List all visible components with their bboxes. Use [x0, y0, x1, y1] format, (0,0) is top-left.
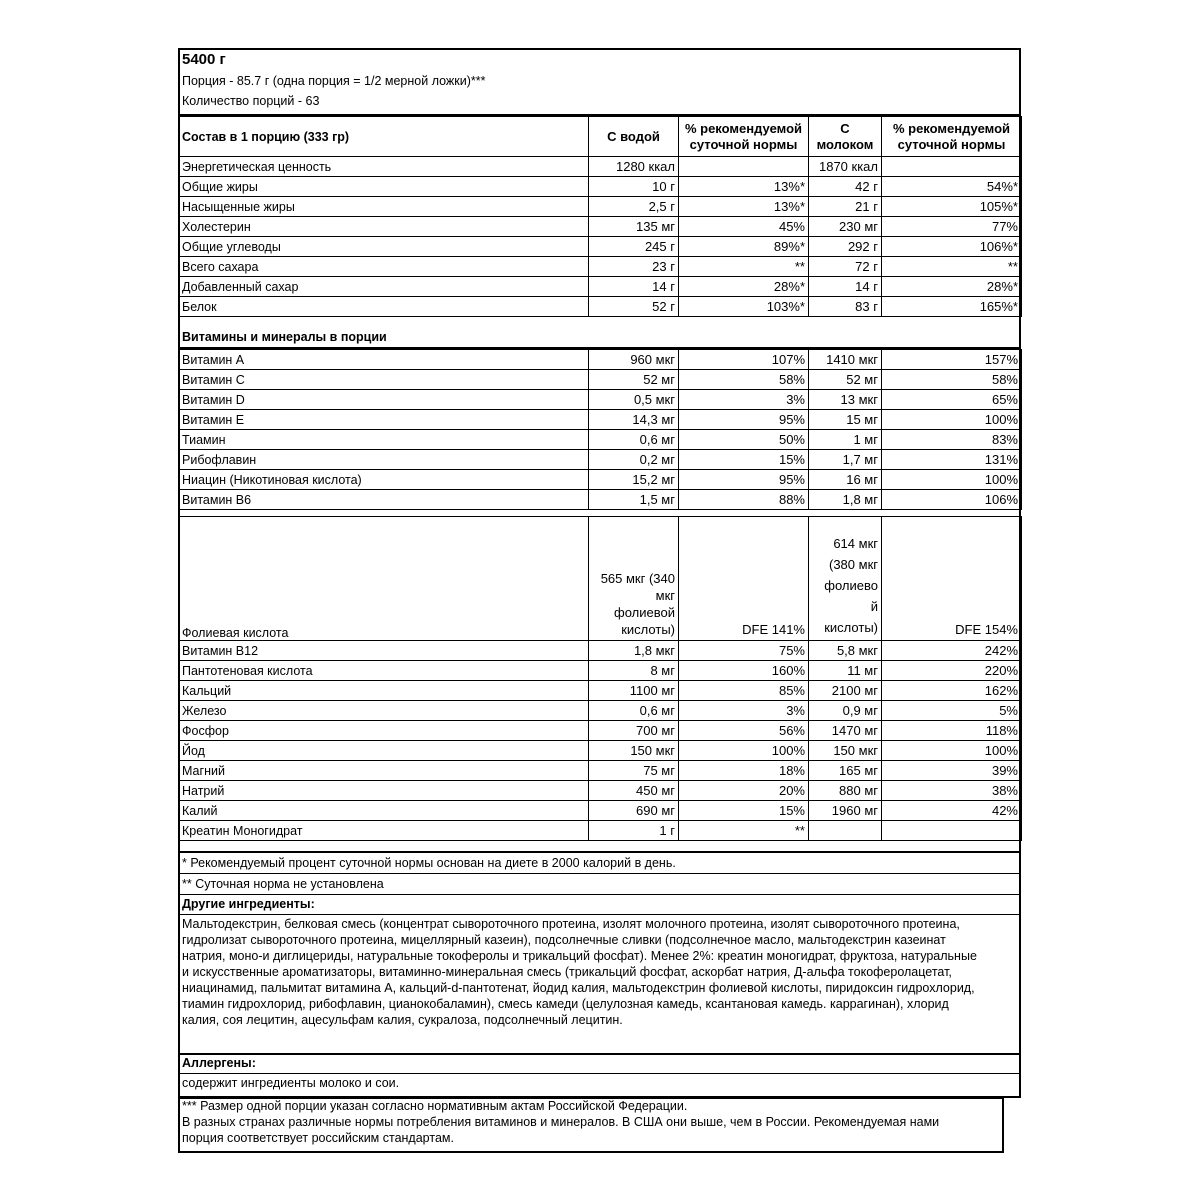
cell-water: 0,2 мг: [589, 450, 679, 470]
table-row: [179, 430, 1022, 450]
cell-dv-water: 15%: [679, 450, 809, 470]
cell-milk: [809, 821, 882, 841]
cell-milk: 2100 мг: [809, 681, 882, 701]
cell-name: Фосфор: [179, 721, 589, 741]
cell-name: Тиамин: [179, 430, 589, 450]
cell-dv-water: [679, 157, 809, 177]
cell-dv-milk: 165%*: [882, 297, 1022, 317]
cell-water: 450 мг: [589, 781, 679, 801]
cell-dv-water: 103%*: [679, 297, 809, 317]
cell-water: 245 г: [589, 237, 679, 257]
cell-water: 700 мг: [589, 721, 679, 741]
cell-water: 1 г: [589, 821, 679, 841]
table-row: [179, 517, 1022, 641]
ingredients-title-divider: [178, 914, 1021, 915]
cell-dv-milk: 28%*: [882, 277, 1022, 297]
cell-milk: 83 г: [809, 297, 882, 317]
cell-milk: 16 мг: [809, 470, 882, 490]
cell-name: Белок: [179, 297, 589, 317]
cell-name: Йод: [179, 741, 589, 761]
cell-dv-water: 100%: [679, 741, 809, 761]
cell-water: 14,3 мг: [589, 410, 679, 430]
cell-dv-water: 20%: [679, 781, 809, 801]
cell-dv-water: 15%: [679, 801, 809, 821]
cell-dv-milk: 54%*: [882, 177, 1022, 197]
cell-dv-milk: 157%: [882, 350, 1022, 370]
cell-dv-milk: 100%: [882, 470, 1022, 490]
cell-name: Общие углеводы: [179, 237, 589, 257]
cell-water: 1100 мг: [589, 681, 679, 701]
allergens-title-divider: [178, 1073, 1021, 1074]
footnote-divider: [178, 851, 1021, 853]
cell-name: Витамин D: [179, 390, 589, 410]
cell-dv-water: **: [679, 821, 809, 841]
cell-water: 75 мг: [589, 761, 679, 781]
nutrition-label: [178, 48, 1021, 1153]
ingredients-title: Другие ингредиенты:: [182, 897, 315, 911]
cell-water: 0,6 мг: [589, 430, 679, 450]
cell-water: 23 г: [589, 257, 679, 277]
cell-milk: 0,9 мг: [809, 701, 882, 721]
cell-milk: 21 г: [809, 197, 882, 217]
table-row: [179, 781, 1022, 801]
vitamins-table-b: [178, 640, 1022, 841]
cell-dv-milk: 39%: [882, 761, 1022, 781]
cell-name: Витамин С: [179, 370, 589, 390]
cell-milk: 292 г: [809, 237, 882, 257]
cell-dv-water: 13%*: [679, 197, 809, 217]
cell-water: 8 мг: [589, 661, 679, 681]
cell-water: 10 г: [589, 177, 679, 197]
column-header-table: [178, 116, 1022, 157]
table-row: [179, 701, 1022, 721]
col-dv-water-header: % рекомендуемой суточной нормы: [679, 117, 809, 157]
folic-dv-water: DFE 141%: [679, 517, 809, 641]
vitamins-table-a: [178, 349, 1022, 510]
cell-name: Витамин В6: [179, 490, 589, 510]
cell-dv-milk: 242%: [882, 641, 1022, 661]
table-row: [179, 350, 1022, 370]
cell-dv-milk: 77%: [882, 217, 1022, 237]
table-row: [179, 410, 1022, 430]
cell-dv-milk: 106%: [882, 490, 1022, 510]
table-row: [179, 761, 1022, 781]
table-row: [179, 237, 1022, 257]
table-row: [179, 681, 1022, 701]
cell-water: 15,2 мг: [589, 470, 679, 490]
cell-dv-water: 18%: [679, 761, 809, 781]
table-row: [179, 470, 1022, 490]
cell-dv-milk: 220%: [882, 661, 1022, 681]
cell-milk: 11 мг: [809, 661, 882, 681]
table-row: [179, 370, 1022, 390]
cell-milk: 14 г: [809, 277, 882, 297]
cell-dv-milk: 42%: [882, 801, 1022, 821]
cell-water: 52 мг: [589, 370, 679, 390]
cell-dv-water: 95%: [679, 410, 809, 430]
cell-dv-water: 88%: [679, 490, 809, 510]
cell-dv-water: 45%: [679, 217, 809, 237]
cell-dv-milk: 105%*: [882, 197, 1022, 217]
cell-dv-water: 3%: [679, 701, 809, 721]
ingredients-divider: [178, 894, 1021, 895]
cell-water: 1,5 мг: [589, 490, 679, 510]
cell-name: Насыщенные жиры: [179, 197, 589, 217]
cell-name: Магний: [179, 761, 589, 781]
cell-name: Железо: [179, 701, 589, 721]
cell-water: 1280 ккал: [589, 157, 679, 177]
folic-table: [178, 516, 1022, 641]
cell-name: Пантотеновая кислота: [179, 661, 589, 681]
cell-milk: 13 мкг: [809, 390, 882, 410]
cell-milk: 52 мг: [809, 370, 882, 390]
footnote-dv: * Рекомендуемый процент суточной нормы основан на диете в 2000 калорий в день.: [182, 856, 676, 870]
table-row: [179, 641, 1022, 661]
cell-milk: 150 мкг: [809, 741, 882, 761]
cell-dv-milk: 83%: [882, 430, 1022, 450]
vitamins-title: Витамины и минералы в порции: [182, 330, 387, 344]
cell-water: 2,5 г: [589, 197, 679, 217]
cell-dv-water: 3%: [679, 390, 809, 410]
ingredients-text: Мальтодекстрин, белковая смесь (концентрат сывороточного протеина, изолят молочного протеина, изолят сывороточного протеина, гидролизат сывороточного протеина, мицеллярный казеин), подсолнечные сливки (подсолнечное масло, мальтодекстрин казеинат натрия, моно-и диглицериды, натуральные токоферолы и трикальций фосфат). Менее 2%: креатин моногидрат, фруктоза, натуральные и искусственные ароматизаторы, витаминно-минеральная смесь (трикальций фосфат, аскорбат натрия, Д-альфа токоферолацетат, ниацинамид, пальмитат витамина А, кальций-d-пантотенат, йодид калия, мальтодекстрин фолиевой кислоты, пиридоксин гидрохлорид, тиамин гидрохлорид, рибофлавин, цианокобаламин), смесь камеди (целулозная камедь, ксантановая камедь. каррагинан), хлорид калия, соя лецитин, ацесульфам калия, сукралоза, подсолнечный лецитин.: [182, 917, 977, 1027]
cell-name: Добавленный сахар: [179, 277, 589, 297]
cell-dv-milk: 118%: [882, 721, 1022, 741]
cell-dv-water: **: [679, 257, 809, 277]
col-milk-header: С молоком: [809, 117, 882, 157]
table-row: [179, 801, 1022, 821]
cell-dv-water: 58%: [679, 370, 809, 390]
cell-milk: 1,7 мг: [809, 450, 882, 470]
cell-water: 690 мг: [589, 801, 679, 821]
cell-dv-milk: 100%: [882, 410, 1022, 430]
cell-milk: 230 мг: [809, 217, 882, 237]
table-row: [179, 721, 1022, 741]
allergens-title: Аллергены:: [182, 1056, 256, 1070]
cell-milk: 5,8 мкг: [809, 641, 882, 661]
table-row: [179, 821, 1022, 841]
col-name-header: Состав в 1 порцию (333 гр): [179, 117, 589, 157]
package-weight: 5400 г: [182, 51, 226, 68]
cell-dv-milk: 162%: [882, 681, 1022, 701]
cell-milk: 1,8 мг: [809, 490, 882, 510]
cell-water: 150 мкг: [589, 741, 679, 761]
table-row: [179, 277, 1022, 297]
cell-water: 52 г: [589, 297, 679, 317]
cell-name: Натрий: [179, 781, 589, 801]
cell-dv-water: 160%: [679, 661, 809, 681]
allergens-divider: [178, 1053, 1021, 1055]
cell-name: Общие жиры: [179, 177, 589, 197]
cell-dv-water: 95%: [679, 470, 809, 490]
cell-dv-water: 85%: [679, 681, 809, 701]
col-dv-milk-header: % рекомендуемой суточной нормы: [882, 117, 1022, 157]
cell-milk: 42 г: [809, 177, 882, 197]
footnote-divider-2: [178, 873, 1021, 874]
servings-count: Количество порций - 63: [182, 94, 320, 108]
cell-water: 135 мг: [589, 217, 679, 237]
cell-dv-water: 89%*: [679, 237, 809, 257]
cell-name: Холестерин: [179, 217, 589, 237]
table-row: [179, 217, 1022, 237]
cell-water: 1,8 мкг: [589, 641, 679, 661]
cell-milk: 1870 ккал: [809, 157, 882, 177]
cell-dv-milk: 100%: [882, 741, 1022, 761]
cell-name: Витамин А: [179, 350, 589, 370]
cell-name: Витамин В12: [179, 641, 589, 661]
cell-dv-water: 28%*: [679, 277, 809, 297]
cell-milk: 1410 мкг: [809, 350, 882, 370]
cell-dv-water: 56%: [679, 721, 809, 741]
cell-water: 0,5 мкг: [589, 390, 679, 410]
cell-dv-water: 13%*: [679, 177, 809, 197]
table-row: [179, 741, 1022, 761]
cell-dv-water: 75%: [679, 641, 809, 661]
cell-milk: 165 мг: [809, 761, 882, 781]
cell-dv-milk: 131%: [882, 450, 1022, 470]
table-row: [179, 157, 1022, 177]
cell-milk: 1 мг: [809, 430, 882, 450]
cell-name: Витамин Е: [179, 410, 589, 430]
allergens-text: содержит ингредиенты молоко и сои.: [182, 1076, 400, 1090]
cell-milk: 15 мг: [809, 410, 882, 430]
col-water-header: С водой: [589, 117, 679, 157]
footnote-not-set: ** Суточная норма не установлена: [182, 877, 384, 891]
cell-milk: 880 мг: [809, 781, 882, 801]
cell-name: Калий: [179, 801, 589, 821]
folic-milk: 614 мкг (380 мкг фолиево й кислоты): [809, 517, 882, 641]
cell-water: 0,6 мг: [589, 701, 679, 721]
table-row: [179, 390, 1022, 410]
table-row: [179, 661, 1022, 681]
cell-dv-milk: [882, 157, 1022, 177]
table-row: [179, 490, 1022, 510]
cell-name: Всего сахара: [179, 257, 589, 277]
cell-milk: 1960 мг: [809, 801, 882, 821]
table-row: [179, 197, 1022, 217]
table-row: [179, 177, 1022, 197]
table-row: [179, 450, 1022, 470]
cell-dv-milk: 58%: [882, 370, 1022, 390]
cell-water: 960 мкг: [589, 350, 679, 370]
nutrients-table: [178, 156, 1022, 317]
folic-water: 565 мкг (340 мкг фолиевой кислоты): [589, 517, 679, 641]
cell-dv-milk: 106%*: [882, 237, 1022, 257]
cell-milk: 72 г: [809, 257, 882, 277]
cell-water: 14 г: [589, 277, 679, 297]
folic-name: Фолиевая кислота: [179, 517, 589, 641]
cell-name: Энергетическая ценность: [179, 157, 589, 177]
serving-size: Порция - 85.7 г (одна порция = 1/2 мерной ложки)***: [182, 74, 486, 88]
table-row: [179, 297, 1022, 317]
cell-dv-milk: [882, 821, 1022, 841]
table-row: [179, 257, 1022, 277]
cell-dv-milk: 38%: [882, 781, 1022, 801]
cell-dv-water: 107%: [679, 350, 809, 370]
cell-name: Рибофлавин: [179, 450, 589, 470]
serving-note-text: *** Размер одной порции указан согласно нормативным актам Российской Федерации. В разных странах различные нормы потребления витаминов и минералов. В США они выше, чем в России. Рекомендуемая нами порция соответствует российским стандартам.: [182, 1099, 940, 1145]
folic-dv-milk: DFE 154%: [882, 517, 1022, 641]
cell-name: Кальций: [179, 681, 589, 701]
cell-dv-milk: **: [882, 257, 1022, 277]
cell-name: Ниацин (Никотиновая кислота): [179, 470, 589, 490]
cell-dv-milk: 65%: [882, 390, 1022, 410]
cell-dv-water: 50%: [679, 430, 809, 450]
cell-milk: 1470 мг: [809, 721, 882, 741]
cell-dv-milk: 5%: [882, 701, 1022, 721]
cell-name: Креатин Моногидрат: [179, 821, 589, 841]
